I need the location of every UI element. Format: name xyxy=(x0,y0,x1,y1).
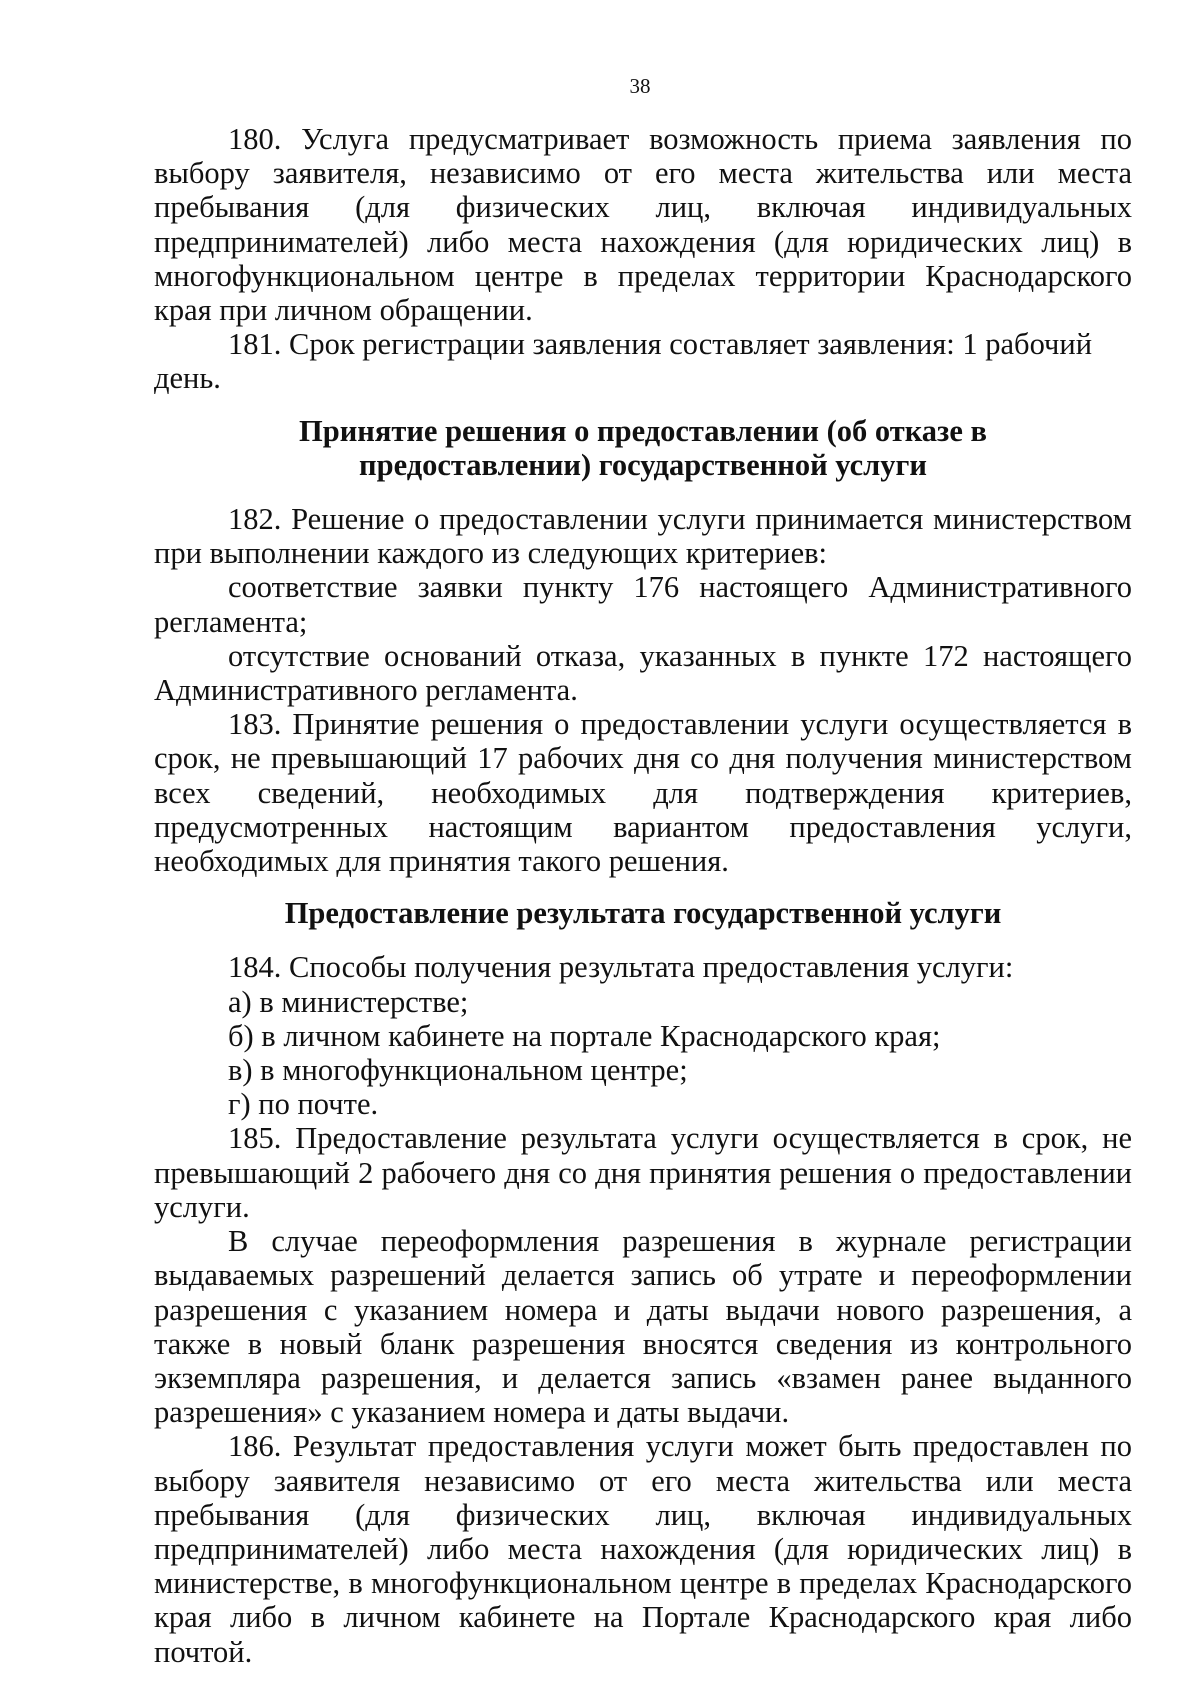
method-v: в) в многофункциональном центре; xyxy=(228,1053,688,1088)
paragraph-180: 180. Услуга предусматривает возможность приема заявления по выбору заявителя, независимо от его места жительства или места пребывания (для физических лиц, включая индивидуальных предпринимателей) либо места нахождения (для юридических лиц) в многофункциональном центре в пределах территории Краснодарского края при личном обращении. xyxy=(154,122,1132,328)
paragraph-183: 183. Принятие решения о предоставлении услуги осуществляется в срок, не превышающий 17 рабочих дня со дня получения министерством всех сведений, необходимых для подтверждения критериев, предусмотренных настоящим вариантом предоставления услуги, необходимых для принятия такого решения. xyxy=(154,707,1132,879)
criterion-2: отсутствие оснований отказа, указанных в пункте 172 настоящего Административного регламента. xyxy=(154,638,1132,708)
paragraph-181: 181. Срок регистрации заявления составляет заявления: 1 рабочий день. xyxy=(154,327,1093,396)
heading-line-1: Принятие решения о предоставлении (об отказе в xyxy=(299,413,987,448)
paragraph-182: 182. Решение о предоставлении услуги принимается министерством при выполнении каждого из следующих критериев: xyxy=(154,502,1132,571)
criterion-1: соответствие заявки пункту 176 настоящего Административного регламента; xyxy=(154,570,1132,639)
paragraph-185: 185. Предоставление результата услуги осуществляется в срок, не превышающий 2 рабочего дня со дня принятия решения о предоставлении услуги. xyxy=(154,1121,1132,1224)
method-g: г) по почте. xyxy=(228,1087,379,1122)
document-body xyxy=(154,122,1132,1669)
page-number: 38 xyxy=(629,74,651,98)
paragraph-184: 184. Способы получения результата предоставления услуги: xyxy=(228,950,1014,985)
section-heading-decision xyxy=(154,414,1132,482)
section-heading-result xyxy=(154,896,1132,930)
method-b: б) в личном кабинете на портале Краснодарского края; xyxy=(228,1018,941,1053)
paragraph-185-reissue: В случае переоформления разрешения в журнале регистрации выдаваемых разрешений делается запись об утрате и переоформлении разрешения с указанием номера и даты выдачи нового разрешения, а также в новый бланк разрешения вносятся сведения из контрольного экземпляра разрешения, и делается запись «взамен ранее выданного разрешения» с указанием номера и даты выдачи. xyxy=(154,1224,1132,1430)
paragraph-186: 186. Результат предоставления услуги может быть предоставлен по выбору заявителя независимо от его места жительства или места пребывания (для физических лиц, включая индивидуальных предпринимателей) либо места нахождения (для юридических лиц) в министерстве, в многофункциональном центре в пределах Краснодарского края либо в личном кабинете на Портале Краснодарского края либо почтой. xyxy=(154,1429,1132,1669)
method-a: а) в министерстве; xyxy=(228,984,469,1019)
heading-line-2: предоставлении) государственной услуги xyxy=(359,447,927,482)
heading-result: Предоставление результата государственной услуги xyxy=(284,896,1002,931)
